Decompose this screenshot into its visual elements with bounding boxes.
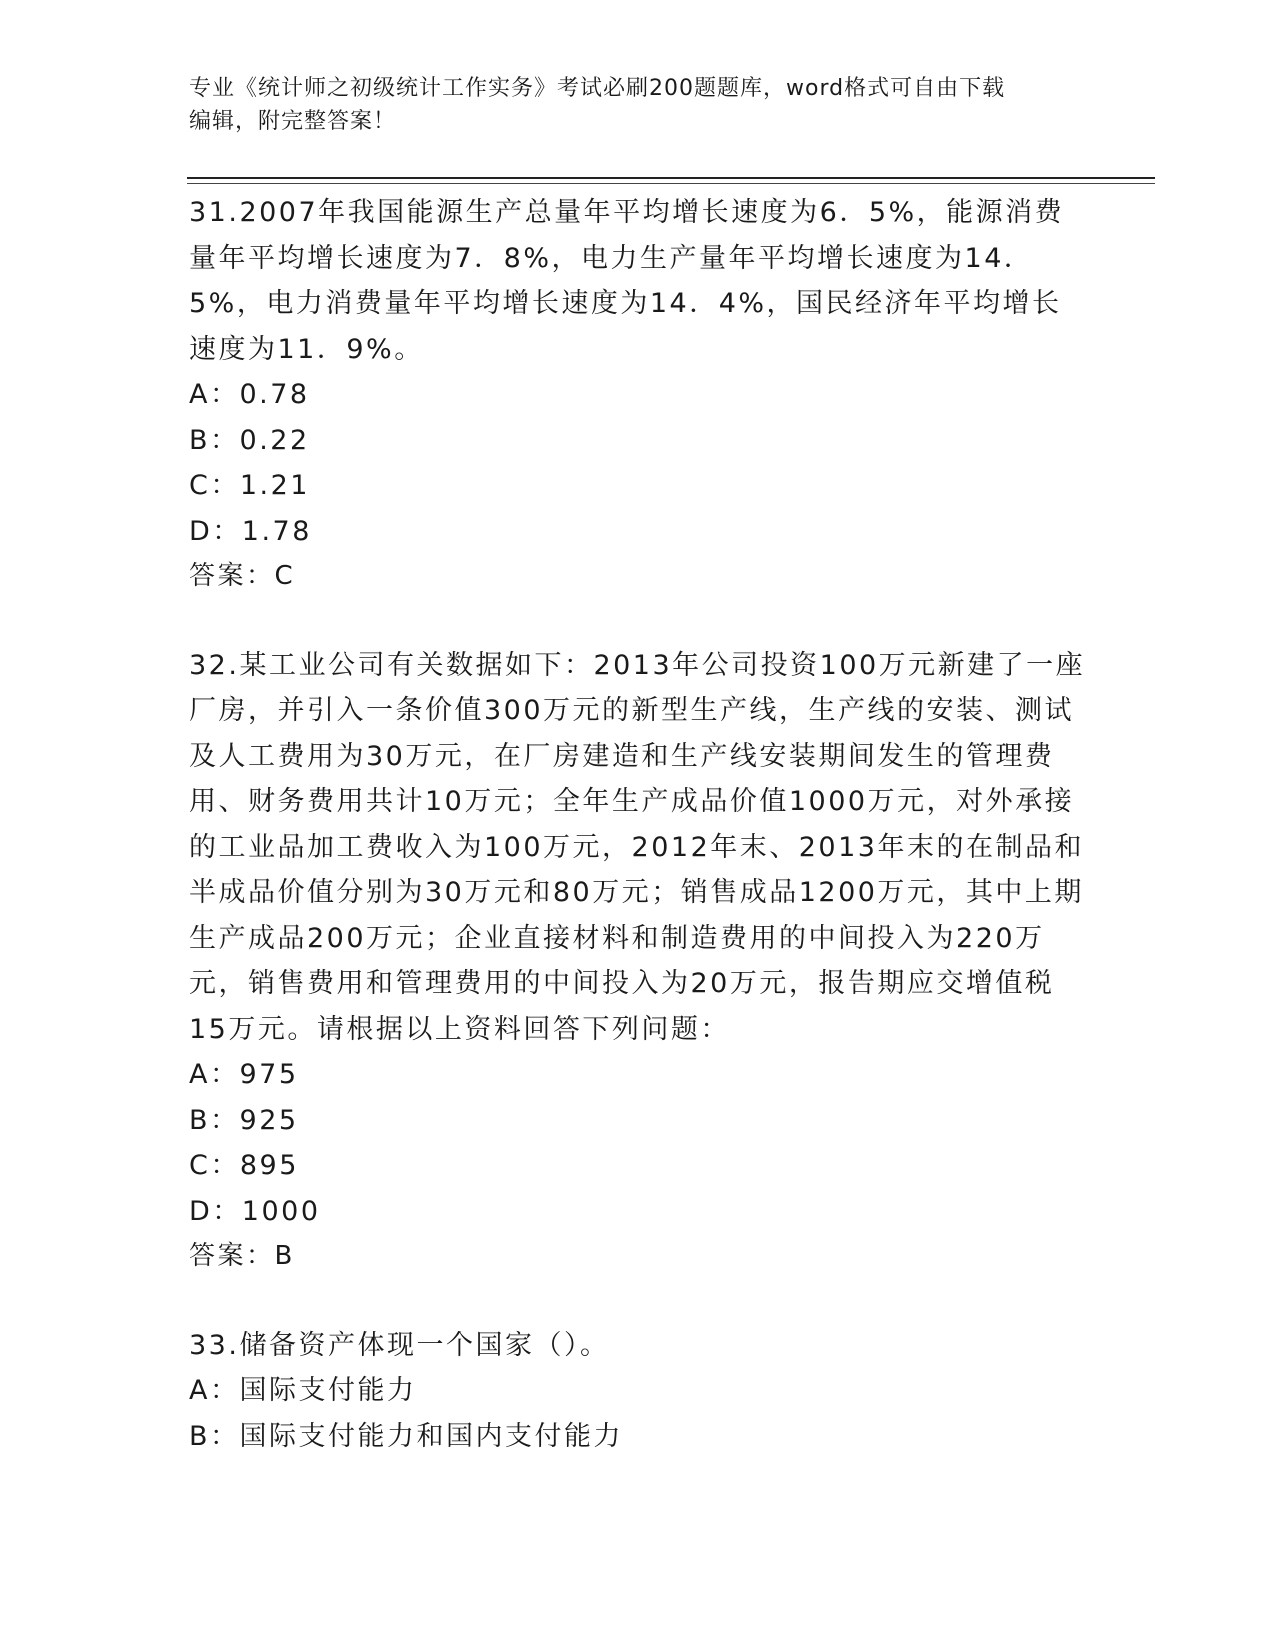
option-b: B：925: [189, 1104, 299, 1136]
option-c: C：1.21: [189, 470, 310, 501]
header-line-2: 编辑，附完整答案！: [189, 109, 397, 134]
option-b: B：0.22: [189, 424, 310, 456]
option-d: D：1000: [189, 1195, 321, 1227]
question-32: [189, 643, 1089, 1280]
answer: 答案：C: [189, 561, 296, 591]
question-31: [189, 190, 1089, 600]
option-d: D：1.78: [189, 515, 312, 547]
option-a: A：975: [189, 1059, 299, 1090]
question-spacer: [189, 1280, 1089, 1323]
header-divider-thin: [187, 183, 1155, 184]
question-stem: 31.2007年我国能源生产总量年平均增长速度为6．5%，能源消费量年平均增长速度为7．8%，电力生产量年平均增长速度为14．5%，电力消费量年平均增长速度为14．4%，国民经济年平均增长速度为11．9%。: [189, 197, 1065, 365]
header-divider-thick: [187, 177, 1155, 179]
answer: 答案：B: [189, 1241, 295, 1271]
document-header: [189, 72, 1089, 138]
option-b: B：国际支付能力和国内支付能力: [189, 1420, 624, 1452]
option-a: A：国际支付能力: [189, 1375, 417, 1406]
question-list: [189, 190, 1089, 1459]
question-spacer: [189, 600, 1089, 643]
question-stem: 32.某工业公司有关数据如下：2013年公司投资100万元新建了一座厂房，并引入一条价值300万元的新型生产线，生产线的安装、测试及人工费用为30万元，在厂房建造和生产线安装期间发生的管理费用、财务费用共计10万元；全年生产成品价值1000万元，对外承接的工业品加工费收入为100万元，2012年末、2013年末的在制品和半成品价值分别为30万元和80万元；销售成品1200万元，其中上期生产成品200万元；企业直接材料和制造费用的中间投入为220万元，销售费用和管理费用的中间投入为20万元，报告期应交增值税15万元。请根据以上资料回答下列问题：: [189, 649, 1086, 1045]
question-stem: 33.储备资产体现一个国家（）。: [189, 1329, 610, 1361]
option-c: C：895: [189, 1150, 299, 1181]
header-line-1: 专业《统计师之初级统计工作实务》考试必刷200题题库，word格式可自由下载: [189, 76, 1006, 101]
option-a: A：0.78: [189, 379, 310, 410]
question-33: [189, 1323, 1089, 1460]
